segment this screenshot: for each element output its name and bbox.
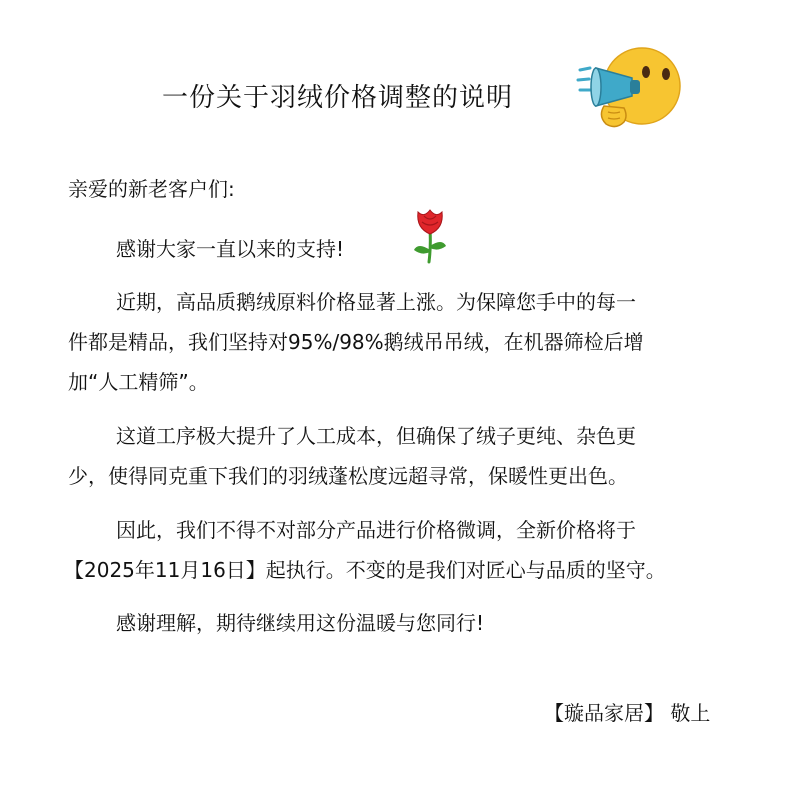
paragraph-line: 加“人工精筛”。 <box>68 370 209 394</box>
paragraph-price-reason <box>68 282 758 402</box>
page-title: 一份关于羽绒价格调整的说明 <box>162 83 514 113</box>
paragraph-line: 件都是精品，我们坚持对95%/98%鹅绒吊吊绒，在机器筛检后增 <box>68 330 644 354</box>
greeting-text: 亲爱的新老客户们: <box>68 177 235 201</box>
signature: 【璇品家居】 敬上 <box>544 701 711 725</box>
paragraph-line: 少，使得同克重下我们的羽绒蓬松度远超寻常，保暖性更出色。 <box>68 464 628 488</box>
paragraph-line: 近期，高品质鹅绒原料价格显著上涨。为保障您手中的每一 <box>116 290 636 314</box>
megaphone-emoji-icon <box>574 44 682 130</box>
rose-icon <box>410 206 450 264</box>
paragraph-line: 因此，我们不得不对部分产品进行价格微调，全新价格将于 <box>116 518 636 542</box>
paragraph-line: 【2025年11月16日】起执行。不变的是我们对匠心与品质的坚守。 <box>64 558 666 582</box>
paragraph-price-adjustment <box>64 510 758 590</box>
closing-text: 感谢理解，期待继续用这份温暖与您同行! <box>116 611 485 635</box>
thanks-line: 感谢大家一直以来的支持! <box>116 237 345 261</box>
paragraph-process-cost <box>68 416 758 496</box>
paragraph-line: 这道工序极大提升了人工成本，但确保了绒子更纯、杂色更 <box>116 424 636 448</box>
